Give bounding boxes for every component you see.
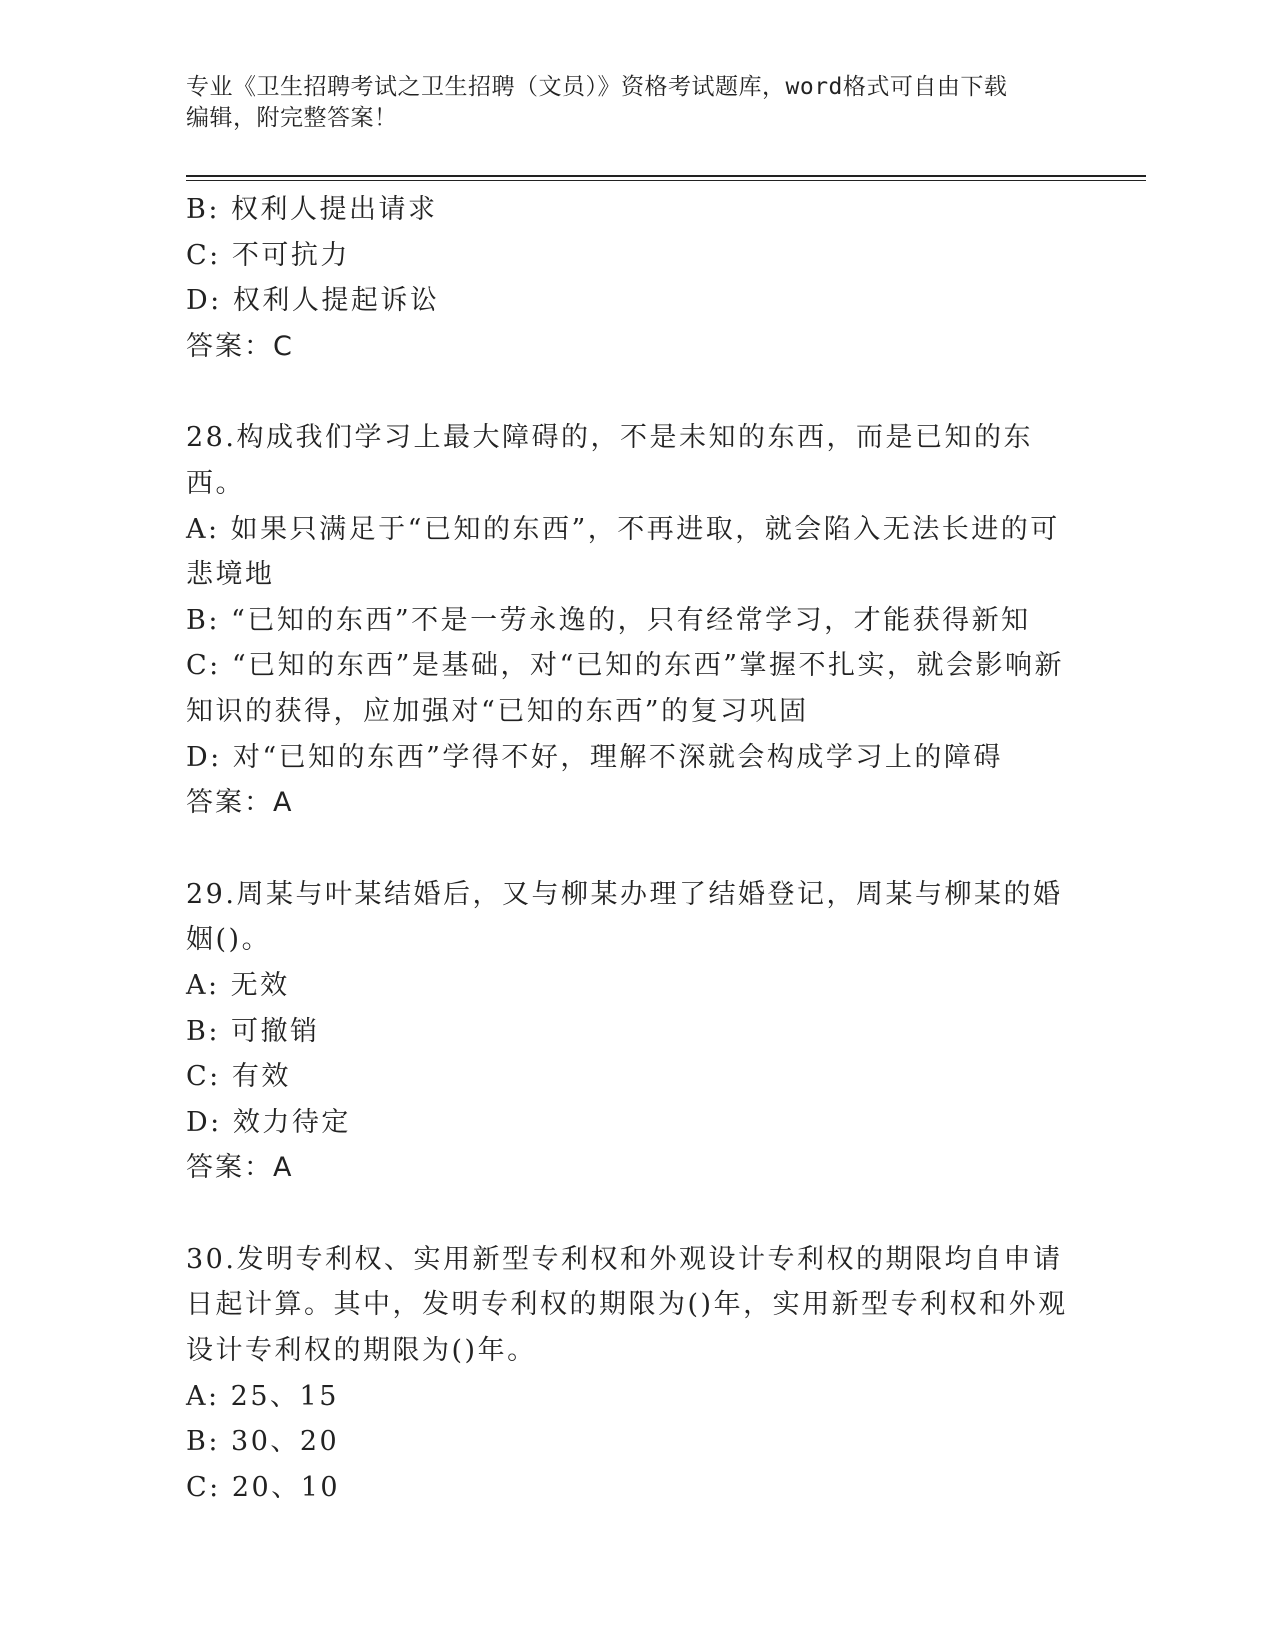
- option-c: C: 20、10: [186, 1471, 341, 1503]
- answer-label: 答案：C: [186, 330, 294, 362]
- header-line-2: 编辑，附完整答案！: [186, 105, 398, 131]
- option-d: D: 效力待定: [186, 1106, 351, 1138]
- option-d: D: 权利人提起诉讼: [186, 285, 440, 317]
- spacer: [186, 1191, 1086, 1237]
- option-a: A: 25、15: [186, 1380, 339, 1412]
- option-b: B: “已知的东西”不是一劳永逸的，只有经常学习，才能获得新知: [186, 604, 1031, 636]
- question-27: [186, 187, 1086, 369]
- option-a: A: 如果只满足于“已知的东西”，不再进取，就会陷入无法长进的可悲境地: [186, 513, 1060, 591]
- spacer: [186, 826, 1086, 872]
- question-stem: 28.构成我们学习上最大障碍的，不是未知的东西，而是已知的东西。: [186, 422, 1033, 499]
- option-b: B: 30、20: [186, 1426, 340, 1458]
- question-stem: 30.发明专利权、实用新型专利权和外观设计专利权的期限均自申请日起计算。其中，发明专利权的期限为()年，实用新型专利权和外观设计专利权的期限为()年。: [186, 1243, 1068, 1367]
- option-b: B: 可撤销: [186, 1015, 320, 1047]
- header-divider-thick: [186, 175, 1146, 177]
- option-d: D: 对“已知的东西”学得不好，理解不深就会构成学习上的障碍: [186, 741, 1003, 773]
- question-28: [186, 415, 1086, 825]
- option-c: C: 不可抗力: [186, 239, 350, 271]
- header-divider-thin: [186, 180, 1146, 181]
- question-30: [186, 1237, 1086, 1511]
- option-c: C: 有效: [186, 1061, 291, 1093]
- question-29: [186, 872, 1086, 1191]
- option-b: B: 权利人提出请求: [186, 194, 438, 225]
- option-c: C: “已知的东西”是基础，对“已知的东西”掌握不扎实，就会影响新知识的获得，应加强对“已知的东西”的复习巩固: [186, 650, 1065, 727]
- option-a: A: 无效: [186, 969, 290, 1001]
- page-header: [186, 72, 1086, 134]
- answer-label: 答案：A: [186, 1152, 294, 1184]
- header-line-1: 专业《卫生招聘考试之卫生招聘（文员）》资格考试题库，word格式可自由下载: [186, 74, 1008, 100]
- question-stem: 29.周某与叶某结婚后，又与柳某办理了结婚登记，周某与柳某的婚姻()。: [186, 878, 1063, 956]
- spacer: [186, 369, 1086, 415]
- answer-label: 答案：A: [186, 787, 294, 819]
- question-list: [186, 187, 1086, 1510]
